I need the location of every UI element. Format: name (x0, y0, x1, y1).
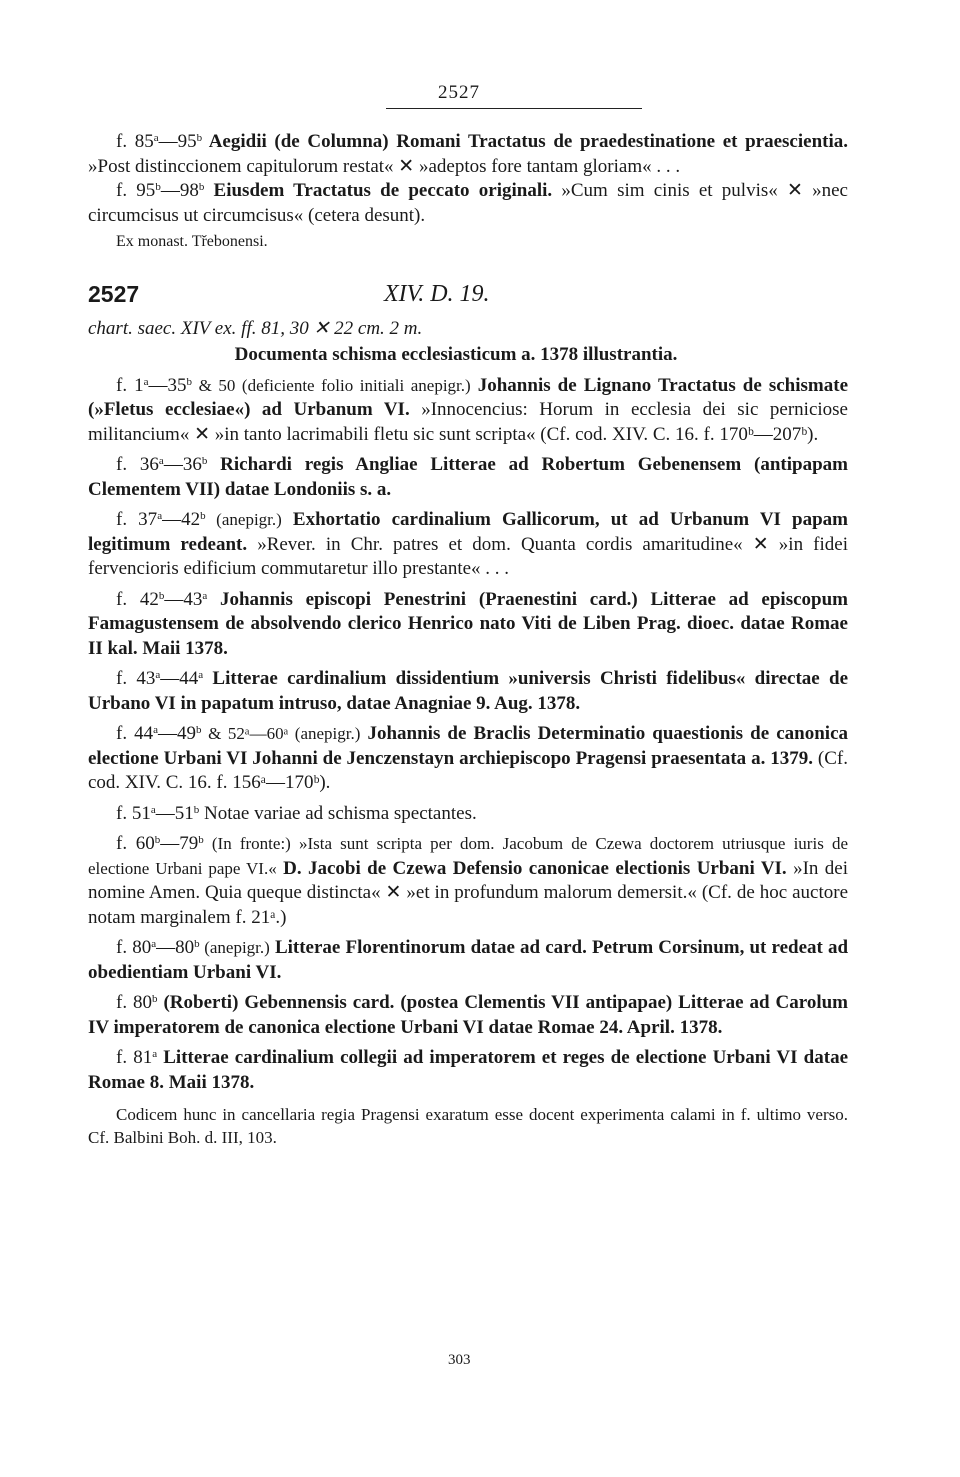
folio-ref: f. 60 (116, 833, 155, 854)
folio-sup: a (157, 510, 163, 522)
folio-sup: b (200, 510, 206, 522)
folio-ref: —42 (162, 509, 201, 530)
list-item (88, 991, 848, 1040)
folio-ref: f. 43 (116, 668, 156, 689)
shelfmark: XIV. D. 19. (384, 280, 490, 307)
entry-title: Richardi regis Angliae Litterae ad Robertum Gebenensem (antipapam Clementem VII) datae Londoniis s. a. (88, 454, 848, 500)
folio-ref: f. 44 (116, 723, 154, 744)
folio-sup: a (150, 803, 156, 816)
entry-title: D. Jacobi de Czewa Defensio canonicae electionis Urbani VI. (276, 857, 787, 879)
folio-sup: b (201, 455, 208, 467)
physical-description: chart. saec. XIV ex. ff. 81, 30 ✕ 22 cm. 2 m. (88, 317, 423, 339)
folio-ref: f. 51 (116, 802, 151, 824)
entry-note: (In fronte:) »Ista sunt scripta per dom. Jacobum de Czewa doctorem utriusque iuris de electione Urbani pape VI.« (88, 834, 849, 878)
folio-sup: a (158, 455, 164, 467)
folio-sup: b (158, 589, 165, 602)
entry-title: Litterae cardinalium collegii ad imperatorem et reges de electione Urbani VI datae Romae 8. Maii 1378. (88, 1047, 848, 1093)
list-item (88, 667, 848, 716)
entry-title: Aegidii (de Columna) Romani Tractatus de praedestinatione et praescientia. (202, 131, 848, 152)
entry-note: & 52ᵃ—60ᵃ (anepigr.) (201, 724, 361, 743)
folio-sup: b (194, 938, 200, 950)
folio-ref: —79 (160, 833, 199, 854)
entry-title: Litterae cardinalium dissidentium »universis Christi fidelibus« directae de Urbano VI in papatum intruso, datae Anagniae 9. Aug. 1378. (88, 668, 849, 714)
list-item (88, 832, 848, 930)
folio-sup: a (202, 589, 208, 602)
folio-sup: b (196, 132, 203, 144)
folio-sup: a (153, 724, 159, 736)
entry-incipit: »Innocencius: Horum in ecclesia dei sic perniciose militancium« ✕ »in tanto lacrimabili fletu sic sunt scripta« (Cf. cod. XIV. C. 16. f. 170ᵇ—207ᵇ). (88, 399, 848, 445)
record-heading: Documenta schisma ecclesiasticum a. 1378 illustrantia. (234, 344, 678, 365)
folio-sup: a (155, 669, 161, 681)
entry-aegidii (88, 130, 848, 179)
folio-sup: a (198, 669, 204, 681)
folio-sup: b (193, 803, 200, 816)
header-rule (386, 108, 642, 109)
entry-eiusdem (88, 179, 848, 228)
folio-ref: f. 37 (116, 509, 158, 530)
folio-ref: —43 (164, 588, 203, 610)
folio-ref: —95 (158, 131, 197, 152)
entry-incipit: »In dei nomine Amen. Quia queque distincta« ✕ »et in profundum malorum demersit.« (Cf. de hoc auctore notam marginalem f. 21ᵃ.) (88, 857, 849, 928)
page-folio-number: 303 (448, 1352, 471, 1368)
folio-ref: f. 80 (116, 992, 153, 1013)
folio-sup: a (152, 1048, 158, 1060)
entry-title: Eiusdem Tractatus de peccato originali. (204, 180, 553, 201)
running-head-number: 2527 (438, 82, 480, 103)
list-item (88, 588, 848, 662)
entry-incipit: (Cf. cod. XIV. C. 16. f. 156ᵃ—170ᵇ). (88, 747, 848, 793)
folio-ref: —51 (155, 802, 194, 824)
entry-incipit: Notae variae ad schisma spectantes. (199, 802, 477, 824)
folio-ref: —36 (163, 454, 202, 475)
folio-ref: f. 80 (116, 937, 152, 958)
folio-ref: f. 95 (116, 180, 156, 201)
folio-sup: b (196, 724, 202, 736)
manuscript-page (88, 82, 848, 1149)
entry-incipit: »Post distinccionem capitulorum restat« ✕ »adeptos fore tantam gloriam« . . . (88, 155, 681, 177)
list-item (88, 508, 848, 582)
folio-sup: a (143, 375, 149, 388)
footnote: Codicem hunc in cancellaria regia Pragensi exaratum esse docent experimenta calami in f. ultimo verso. Cf. Balbini Boh. d. III, 103. (88, 1105, 848, 1147)
folio-sup: a (151, 938, 157, 950)
entry-title: Johannis episcopi Penestrini (Praenestini card.) Litterae ad episcopum Famagustensem de absolvendo clerico Henrico nato Viti de Liben Prag. dioec. datae Romae II kal. Maii 1378. (88, 588, 849, 659)
entry-incipit: »Rever. in Chr. patres et dom. Quanta cordis amaritudine« ✕ »in fidei fervencioris edificium commutaretur illo prestante« . . . (88, 533, 848, 579)
list-item (88, 1046, 848, 1095)
list-item (88, 802, 848, 827)
entry-note: (anepigr.) (205, 510, 282, 529)
entry-title: (Roberti) Gebennensis card. (postea Clementis VII antipapae) Litterae ad Carolum IV imperatorem de canonica electione Urbani VI datae Romae 24. April. 1378. (88, 992, 848, 1038)
folio-ref: f. 36 (116, 454, 159, 475)
folio-ref: —35 (148, 374, 187, 396)
folio-sup: b (154, 834, 161, 846)
folio-sup: a (153, 132, 159, 144)
record-number: 2527 (88, 280, 140, 307)
list-item (88, 722, 848, 796)
folio-ref: —44 (160, 668, 199, 689)
entry-title: Litterae Florentinorum datae ad card. Petrum Corsinum, ut redeat ad obedientiam Urbani VI. (88, 937, 849, 983)
folio-ref: f. 1 (116, 374, 144, 396)
entry-incipit: »Cum sim cinis et pulvis« ✕ »nec circumcisus ut circumcisus« (cetera desunt). (88, 180, 848, 226)
folio-ref: f. 85 (116, 131, 154, 152)
list-item (88, 936, 848, 985)
folio-sup: b (198, 834, 204, 846)
folio-ref: —49 (158, 723, 197, 744)
entry-note: & 50 (deficiente folio initiali anepigr.) (192, 375, 471, 395)
entry-title: Exhortatio cardinalium Gallicorum, ut ad Urbanum VI papam legitimum redeant. (88, 509, 848, 555)
folio-sup: b (186, 375, 193, 388)
folio-ref: —98 (160, 180, 199, 201)
entry-title: Johannis de Braclis Determinatio quaestionis de canonica electione Urbani VI Johanni de Jenczenstayn archiepiscopo Pragensi praesentata a. 1379. (88, 723, 848, 769)
list-item (88, 374, 848, 448)
record-signature (88, 281, 848, 317)
folio-ref: f. 42 (116, 588, 159, 610)
folio-ref: f. 81 (116, 1047, 153, 1068)
folio-sup: b (198, 181, 205, 193)
provenance: Ex monast. Třebonensi. (116, 233, 268, 250)
folio-sup: b (155, 181, 161, 193)
list-item (88, 453, 848, 502)
entry-list (88, 374, 848, 1096)
running-head (88, 82, 848, 112)
folio-ref: —80 (156, 937, 195, 958)
folio-sup: b (152, 993, 158, 1005)
entry-title: Johannis de Lignano Tractatus de schismate (»Fletus ecclesiae«) ad Urbanum VI. (88, 374, 849, 420)
entry-note: (anepigr.) (199, 938, 270, 957)
